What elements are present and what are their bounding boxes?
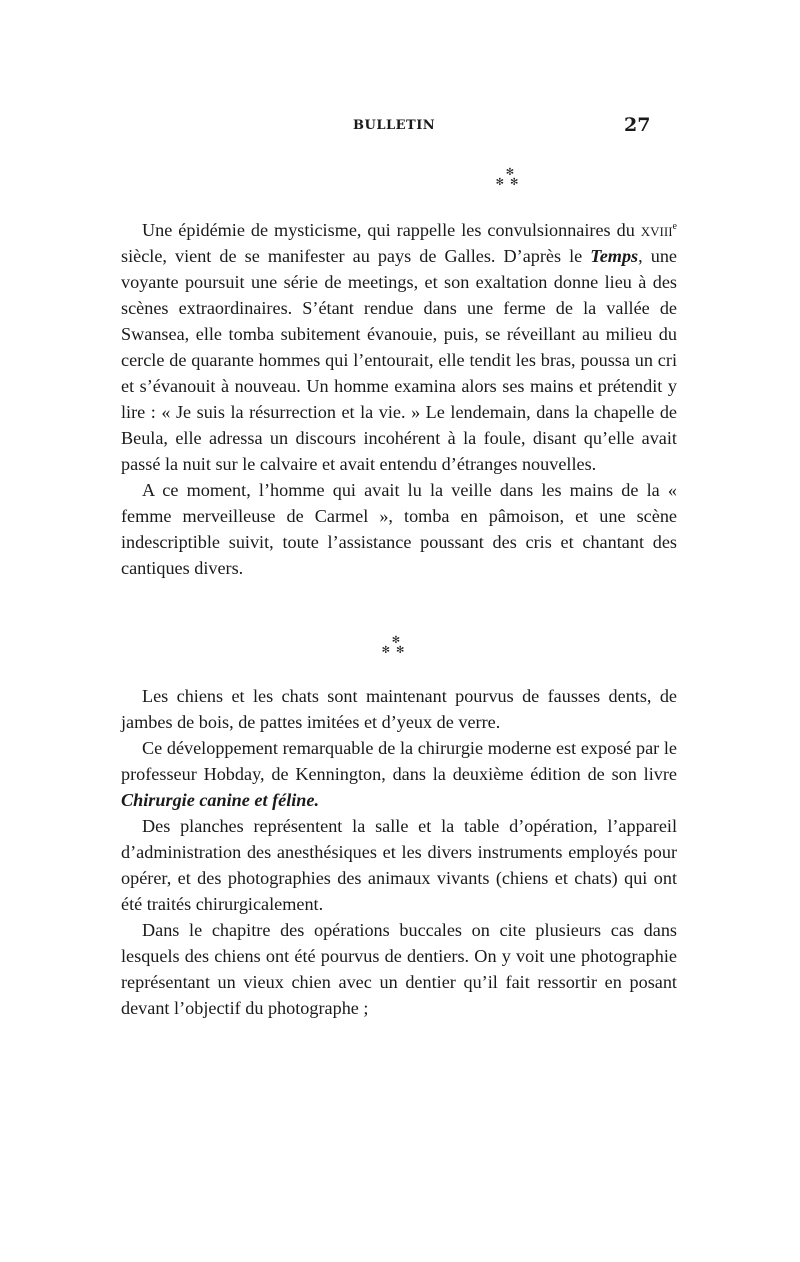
paragraph: Ce développement remarquable de la chirurgie moderne est exposé par le professeur Hobday, de Kennington, dans la deuxième édition de son livre Chirurgie canine et féline. — [121, 738, 677, 810]
running-head — [0, 114, 800, 140]
asterism-stars-icon: ✻✻ — [495, 177, 525, 188]
running-title: BULLETIN — [353, 118, 436, 133]
asterism-stars-icon: ✻✻ — [381, 645, 411, 656]
asterism-separator-top — [490, 168, 530, 188]
paragraph: A ce moment, l’homme qui avait lu la veille dans les mains de la « femme merveilleuse de Carmel », tomba en pâmoison, et une scène indescriptible suivit, toute l’assistance poussant des cris et chantant des cantiques divers. — [121, 480, 677, 579]
paragraph: Une épidémie de mysticisme, qui rappelle les convulsionnaires du xviii$^e$ siècle, vient de se manifester au pays de Galles. D’après le Temps, une voyante poursuit une série de meetings, et son exaltation donne lieu à des scènes extraordinaires. S’étant rendue dans une ferme de la vallée de Swansea, elle tomba subitement évanouie, puis, se réveillant au milieu du cercle de quarante hommes qui l’entourait, elle tendit les bras, poussa un cri et s’évanouit à nouveau. Un homme examina alors ses mains et prétendit y lire : « Je suis la résurrection et la vie. » Le lendemain, dans la chapelle de Beula, elle adressa un discours incohérent à la foule, disant qu’elle avait passé la nuit sur le calvaire et avait entendu d’étranges nouvelles. — [121, 220, 677, 475]
newspaper-title: Temps — [590, 246, 639, 267]
asterism-star-icon: ✻ — [505, 167, 515, 178]
article-mysticism — [121, 214, 677, 581]
paragraph: Les chiens et les chats sont maintenant pourvus de fausses dents, de jambes de bois, de pattes imitées et d’yeux de verre. — [121, 686, 677, 732]
paragraph: Des planches représentent la salle et la table d’opération, l’appareil d’administration des anesthésiques et les divers instruments employés pour opérer, et des photographies des animaux vivants (chiens et chats) qui ont été traités chirurgicalement. — [121, 816, 677, 914]
page-number: 27 — [624, 114, 651, 136]
asterism-star-icon: ✻ — [391, 635, 401, 646]
book-title: Chirurgie canine et féline. — [121, 790, 320, 810]
paragraph: Dans le chapitre des opérations buccales on cite plusieurs cas dans lesquels des chiens ont été pourvus de dentiers. On y voit une photographie représentant un vieux chien avec un dentier qu’il fait ressortir en posant devant l’objectif du photographe ; — [121, 920, 677, 1018]
article-animal-surgery — [121, 683, 677, 1021]
asterism-separator-middle — [376, 636, 416, 656]
